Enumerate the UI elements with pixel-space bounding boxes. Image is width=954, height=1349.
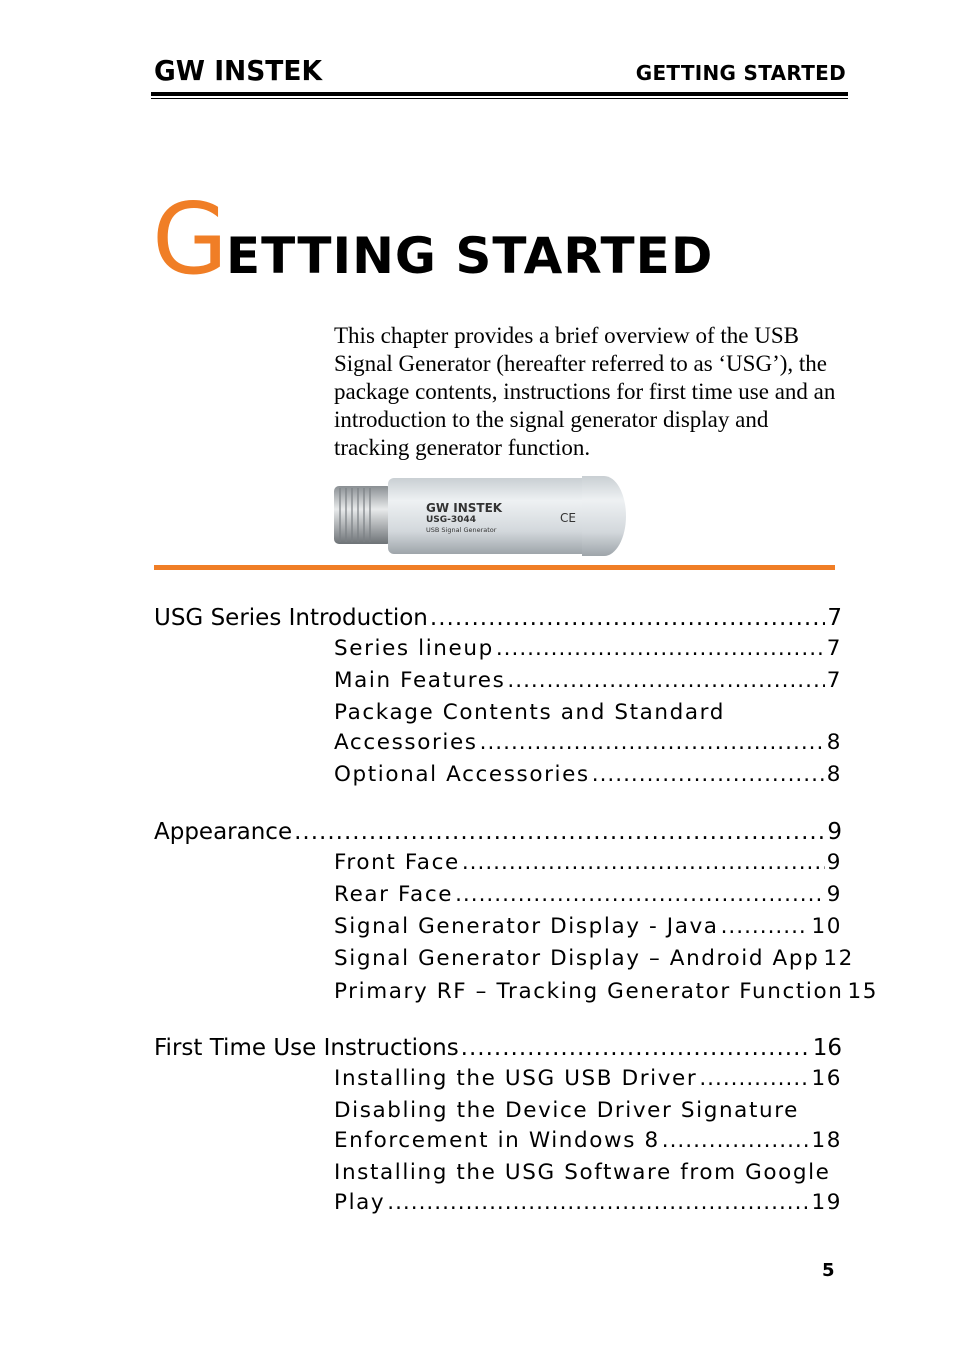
toc-section-page: 16 bbox=[812, 1035, 842, 1061]
ce-mark: CE bbox=[560, 511, 576, 525]
device-brand: GW INSTEK bbox=[426, 501, 503, 515]
toc-entry-title: Main Features bbox=[334, 668, 506, 693]
section-divider bbox=[154, 565, 835, 570]
toc-entry-page: 12 bbox=[823, 946, 854, 971]
toc-leader bbox=[480, 730, 825, 755]
toc-leader bbox=[455, 882, 825, 907]
toc-entry-title: Optional Accessories bbox=[334, 762, 590, 787]
toc-section-appearance[interactable] bbox=[154, 819, 842, 845]
toc-entry-driver-signature-line1[interactable]: Disabling the Device Driver Signature bbox=[334, 1098, 800, 1123]
toc-entry-page: 8 bbox=[826, 762, 842, 787]
toc-section-title: USG Series Introduction bbox=[154, 605, 428, 631]
toc-entry-main-features[interactable] bbox=[334, 668, 842, 693]
toc-leader bbox=[496, 636, 825, 661]
toc-entry-title: Rear Face bbox=[334, 882, 454, 907]
toc-section-usg-series-introduction[interactable] bbox=[154, 605, 842, 631]
toc-entry-driver-signature[interactable] bbox=[334, 1128, 842, 1153]
device-caption: USB Signal Generator bbox=[426, 526, 497, 534]
toc-leader bbox=[699, 1066, 809, 1091]
toc-entry-rear-face[interactable] bbox=[334, 882, 842, 907]
toc-entry-package-contents-line1[interactable]: Package Contents and Standard bbox=[334, 700, 725, 725]
device-model: USG-3044 bbox=[426, 515, 476, 525]
toc-leader bbox=[721, 914, 810, 939]
chapter-title-initial: G bbox=[152, 183, 226, 297]
running-head: GETTING STARTED bbox=[635, 61, 846, 85]
toc-section-title: First Time Use Instructions bbox=[154, 1035, 459, 1061]
chapter-title-rest: ETTING STARTED bbox=[225, 227, 714, 285]
toc-section-page: 7 bbox=[827, 605, 842, 631]
toc-entry-page: 10 bbox=[811, 914, 842, 939]
toc-section-page: 9 bbox=[827, 819, 842, 845]
toc-entry-page: 7 bbox=[826, 636, 842, 661]
toc-leader bbox=[462, 850, 825, 875]
toc-entry-title: Signal Generator Display – Android App bbox=[334, 946, 820, 971]
toc-entry-title: Enforcement in Windows 8 bbox=[334, 1128, 660, 1153]
toc-entry-page: 18 bbox=[811, 1128, 842, 1153]
toc-leader bbox=[430, 605, 825, 631]
toc-entry-page: 15 bbox=[847, 979, 879, 1004]
toc-entry-page: 9 bbox=[826, 882, 842, 907]
toc-entry-google-play-line1[interactable]: Installing the USG Software from Google bbox=[334, 1160, 831, 1185]
toc-entry-title: Play bbox=[334, 1190, 386, 1215]
toc-entry-tracking-generator[interactable] bbox=[334, 979, 879, 1004]
toc-entry-google-play[interactable] bbox=[334, 1190, 842, 1215]
toc-leader bbox=[387, 1190, 809, 1215]
toc-entry-title: Signal Generator Display - Java bbox=[334, 914, 719, 939]
svg-text:GW INSTEK: GW INSTEK bbox=[154, 54, 324, 84]
toc-entry-package-contents[interactable] bbox=[334, 730, 842, 755]
toc-entry-display-java[interactable] bbox=[334, 914, 842, 939]
toc-entry-page: 7 bbox=[826, 668, 842, 693]
toc-entry-title: Accessories bbox=[334, 730, 478, 755]
toc-leader bbox=[507, 668, 824, 693]
toc-leader bbox=[461, 1035, 811, 1061]
toc-entry-title: Series lineup bbox=[334, 636, 494, 661]
toc-entry-title: Primary RF – Tracking Generator Function bbox=[334, 979, 844, 1004]
toc-leader bbox=[294, 819, 825, 845]
chapter-title bbox=[152, 183, 713, 297]
toc-entry-display-android[interactable] bbox=[334, 946, 854, 971]
toc-section-first-time-use[interactable] bbox=[154, 1035, 842, 1061]
toc-section-title: Appearance bbox=[154, 819, 293, 845]
page-number: 5 bbox=[822, 1260, 835, 1281]
chapter-intro: This chapter provides a brief overview of the USB Signal Generator (hereafter referred to as ‘USG’), the package contents, instructions for first time use and an introduction to the signal generator display and tracking generator function. bbox=[334, 323, 836, 460]
toc-entry-series-lineup[interactable] bbox=[334, 636, 842, 661]
toc-entry-usb-driver[interactable] bbox=[334, 1066, 842, 1091]
toc-entry-optional-accessories[interactable] bbox=[334, 762, 842, 787]
header-rule bbox=[151, 92, 848, 96]
toc-entry-title: Installing the USG USB Driver bbox=[334, 1066, 698, 1091]
toc-entry-page: 16 bbox=[811, 1066, 842, 1091]
toc-entry-page: 19 bbox=[811, 1190, 842, 1215]
toc-entry-title: Front Face bbox=[334, 850, 460, 875]
header-rule-thin bbox=[151, 98, 848, 99]
gw-instek-logo bbox=[154, 54, 324, 84]
toc-entry-front-face[interactable] bbox=[334, 850, 842, 875]
toc-entry-page: 8 bbox=[826, 730, 842, 755]
toc-entry-page: 9 bbox=[826, 850, 842, 875]
usg-device-image bbox=[332, 472, 628, 558]
toc-leader bbox=[662, 1128, 810, 1153]
toc-leader bbox=[592, 762, 825, 787]
